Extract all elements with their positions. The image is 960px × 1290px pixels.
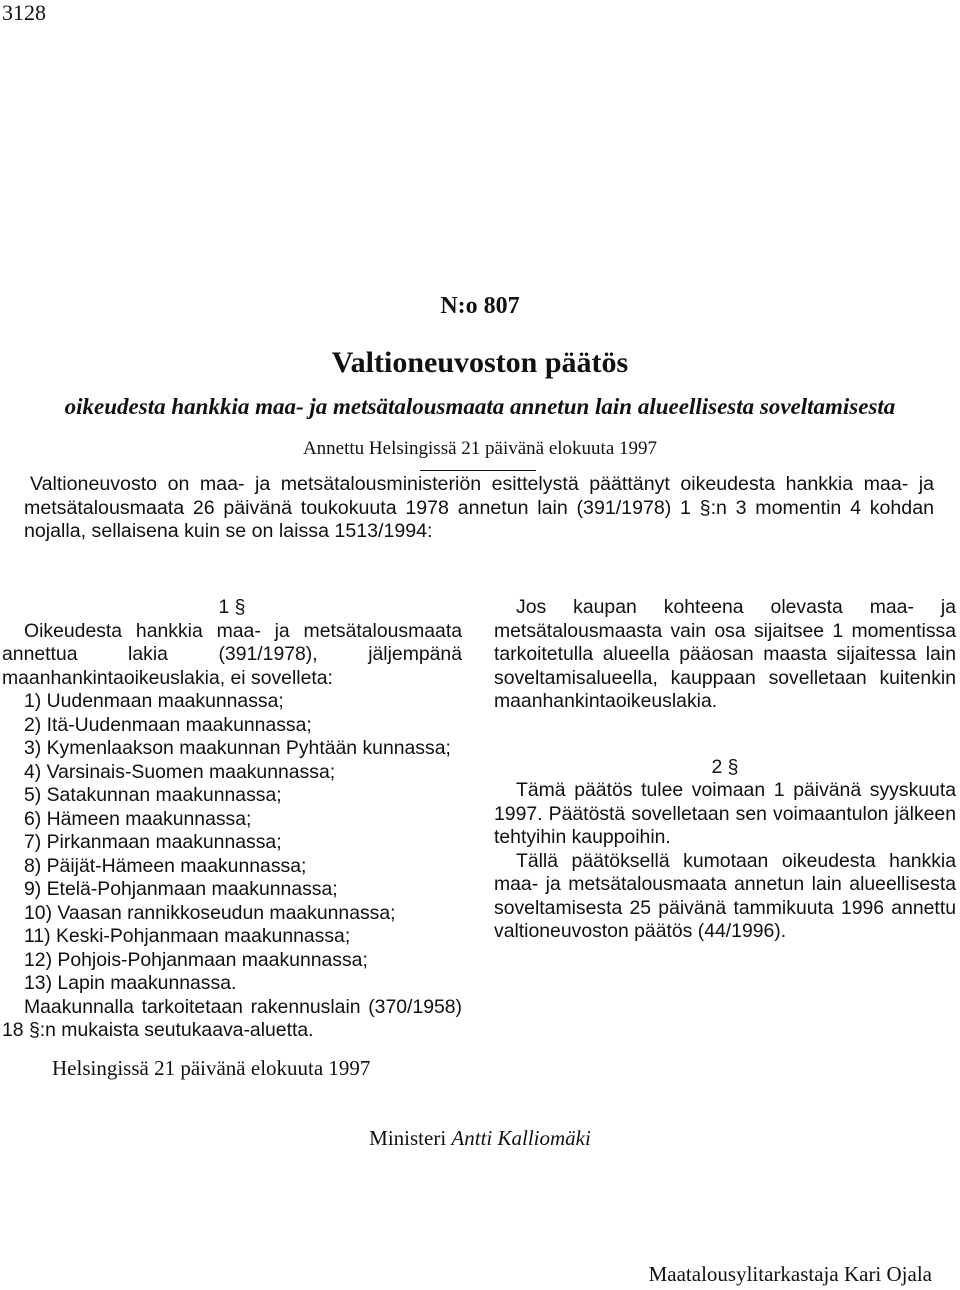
right-column <box>494 596 956 944</box>
list-item: 5) Satakunnan maakunnassa; <box>24 784 282 806</box>
list-item: 13) Lapin maakunnassa. <box>24 972 237 994</box>
minister-signature <box>0 1126 960 1151</box>
list-item: 7) Pirkanmaan maakunnassa; <box>24 831 282 853</box>
list-item: 3) Kymenlaakson maakunnan Pyhtään kunnassa; <box>24 737 451 759</box>
left-column <box>2 596 462 1043</box>
title-separator <box>420 470 536 471</box>
list-item: 11) Keski-Pohjanmaan maakunnassa; <box>24 925 351 947</box>
list-item: 10) Vaasan rannikkoseudun maakunnassa; <box>24 901 396 924</box>
section-1-heading: 1 § <box>218 596 246 618</box>
document-subject: oikeudesta hankkia maa- ja metsätalousmaata annetun lain alueellisesta soveltamisesta <box>64 394 896 419</box>
place-date: Helsingissä 21 päivänä elokuuta 1997 <box>52 1056 371 1080</box>
list-item: 1) Uudenmaan maakunnassa; <box>24 690 284 712</box>
list-item: 2) Itä-Uudenmaan maakunnassa; <box>24 713 312 736</box>
document-title: Valtioneuvoston päätös <box>331 346 629 379</box>
inspector-signature: Maatalousylitarkastaja Kari Ojala <box>648 1262 932 1286</box>
region-list <box>2 690 462 996</box>
law-number: N:o 807 <box>440 293 520 319</box>
list-item: 6) Hämeen maakunnassa; <box>24 807 252 830</box>
list-item: 12) Pohjois-Pohjanmaan maakunnassa; <box>24 948 368 971</box>
preamble-text: Valtioneuvosto on maa- ja metsätalousministeriön esittelystä päättänyt oikeudesta hankkia maa- ja metsätalousmaata 26 päivänä toukokuuta 1978 annetun lain (391/1978) 1 §:n 3 momentin 4 kohdan nojalla, sellaisena kuin se on laissa 1513/1994: <box>24 473 934 542</box>
minister-title: Ministeri <box>369 1126 447 1150</box>
section-1-para-2: Jos kaupan kohteena olevasta maa- ja metsätalousmaasta vain osa sijaitsee 1 momentissa tarkoitetulla alueella pääosan maasta sijaitessa lain soveltamisalueella, kauppaan sovelletaan kuitenkin maanhankintaoikeuslakia. <box>494 596 956 712</box>
list-item: 9) Etelä-Pohjanmaan maakunnassa; <box>24 878 338 900</box>
section-1-closing-text: Maakunnalla tarkoitetaan rakennuslain (370/1958) 18 §:n mukaista seutukaava-aluetta. <box>2 995 462 1041</box>
page-number: 3128 <box>2 0 46 25</box>
section-1-closing <box>2 996 462 1043</box>
list-item: 8) Päijät-Hämeen maakunnassa; <box>24 854 307 877</box>
given-date: Annettu Helsingissä 21 päivänä elokuuta 1997 <box>302 438 658 459</box>
section-2-heading: 2 § <box>711 755 739 778</box>
section-gap <box>494 714 956 756</box>
preamble <box>24 473 934 544</box>
minister-name: Antti Kalliomäki <box>451 1126 591 1150</box>
section-2-para-1: Tämä päätös tulee voimaan 1 päivänä syyskuuta 1997. Päätöstä sovelletaan sen voimaantulon jälkeen tehtyihin kauppoihin. <box>494 779 956 848</box>
list-item: 4) Varsinais-Suomen maakunnassa; <box>24 760 336 783</box>
section-2-para-2: Tällä päätöksellä kumotaan oikeudesta hankkia maa- ja metsätalousmaata annetun lain alueellisesta soveltamisesta 25 päivänä tammikuuta 1996 annettu valtioneuvoston päätös (44/1996). <box>494 849 956 942</box>
section-1-intro: Oikeudesta hankkia maa- ja metsätalousmaata annettua lakia (391/1978), jäljempänä maanhankintaoikeuslakia, ei sovelleta: <box>2 619 462 689</box>
